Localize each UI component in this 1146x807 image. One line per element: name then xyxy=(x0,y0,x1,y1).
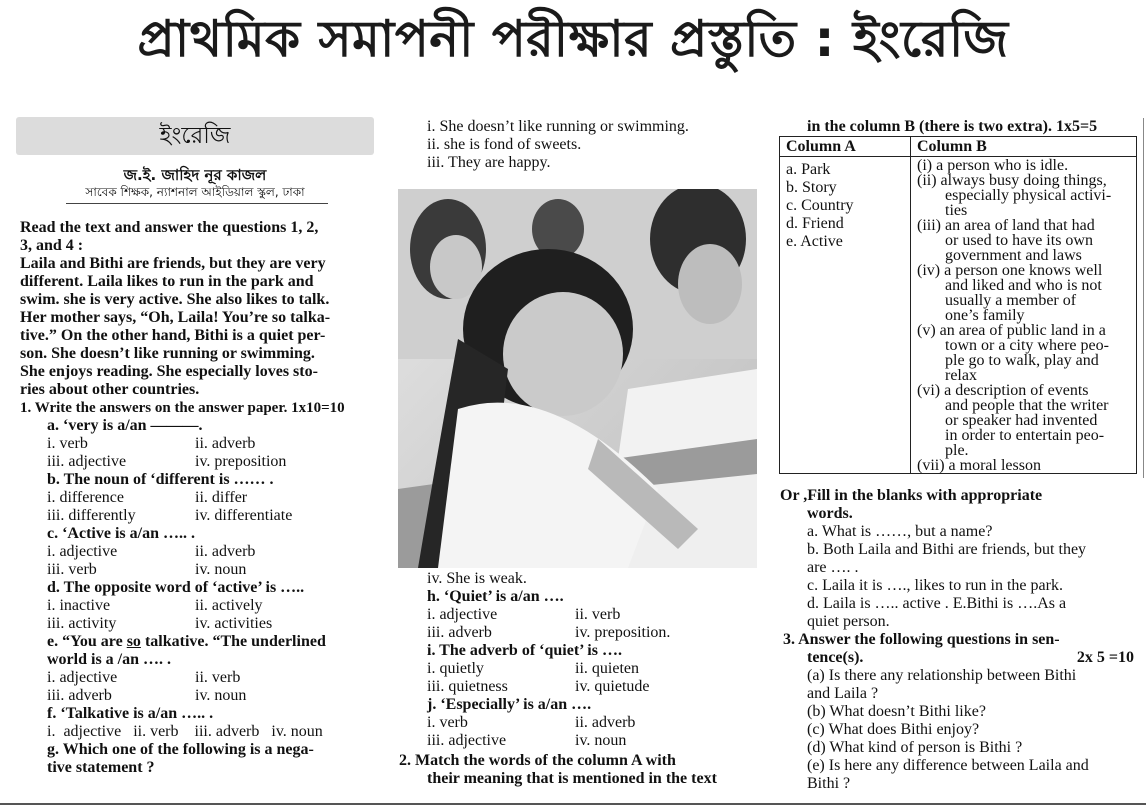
right-border xyxy=(1143,118,1144,478)
option: i. adjective xyxy=(427,606,498,623)
question-2-continued: in the column B (there is two extra). 1x5=5 xyxy=(807,118,1098,135)
options-row xyxy=(427,714,757,732)
question-h: h. ‘Quiet’ is a/an …. xyxy=(427,588,564,605)
question-3-item: (a) Is there any relationship between Bithi xyxy=(807,667,1077,684)
question-b: b. The noun of ‘different is …… . xyxy=(47,471,274,488)
question-3-heading: 3. Answer the following questions in sen- xyxy=(783,631,1060,648)
intro-line-2: 3, and 4 : xyxy=(20,237,84,254)
column-b-cell xyxy=(911,157,1137,474)
options-row xyxy=(427,660,757,678)
option: iii. adverb xyxy=(427,624,492,641)
options-row xyxy=(47,615,376,633)
question-3-label: tence(s). xyxy=(807,649,864,666)
passage-line: Her mother says, “Oh, Laila! You’re so talka- xyxy=(20,309,331,326)
option: ii. actively xyxy=(195,597,263,614)
options-row xyxy=(47,597,376,615)
fill-item: d. Laila is ….. active . E.Bithi is ….As a xyxy=(807,595,1067,612)
definition-line: in order to entertain peo- xyxy=(945,427,1105,444)
question-2 xyxy=(399,752,757,788)
definition-v xyxy=(917,323,1130,383)
definition-line: (v) an area of public land in a xyxy=(917,322,1106,339)
options-row xyxy=(47,453,376,471)
option: iv. differentiate xyxy=(195,507,293,524)
fill-item: b. Both Laila and Bithi are friends, but they xyxy=(807,541,1087,558)
definition-line: relax xyxy=(945,367,977,384)
list-item: e. Active xyxy=(786,233,843,250)
options-row: i. adjective ii. verb iii. adverb iv. noun xyxy=(47,723,323,740)
definition-line: especially physical activi- xyxy=(945,187,1112,204)
question-d: d. The opposite word of ‘active’ is ….. xyxy=(47,579,305,596)
list-item: a. Park xyxy=(786,161,831,178)
option: i. quietly xyxy=(427,660,484,677)
question-3-item: (b) What doesn’t Bithi like? xyxy=(807,703,986,720)
option: i. inactive xyxy=(47,597,111,614)
passage-line: tive.” On the other hand, Bithi is a quiet per- xyxy=(20,327,326,344)
intro-line-1: Read the text and answer the questions 1, 2, xyxy=(20,219,319,236)
option: i. difference xyxy=(47,489,124,506)
option: iv. quietude xyxy=(575,678,650,695)
definition-iii xyxy=(917,218,1130,263)
question-3-marks: 2x 5 =10 xyxy=(1076,649,1134,666)
question-e xyxy=(47,633,376,651)
student-writing-image xyxy=(398,189,757,568)
option: iv. activities xyxy=(195,615,273,632)
passage-line: swim. she is very active. She also likes to talk. xyxy=(20,291,330,308)
option: iii. differently xyxy=(47,507,136,524)
definition-line: usually a member of xyxy=(945,292,1077,309)
options-row xyxy=(47,489,376,507)
passage-line: Laila and Bithi are friends, but they are very xyxy=(20,255,326,272)
question-i: i. The adverb of ‘quiet’ is …. xyxy=(427,642,622,659)
question-3-item: Bithi ? xyxy=(807,775,851,792)
table-header-row xyxy=(780,137,1137,157)
question-e-text: talkative. “The underlined xyxy=(140,633,326,650)
passage-line: ries about other countries. xyxy=(20,381,200,398)
definition-line: ple. xyxy=(945,442,969,459)
fill-blanks-heading-2: words. xyxy=(807,505,853,522)
option: iv. noun xyxy=(575,732,627,749)
definition-line: (vii) a moral lesson xyxy=(917,457,1041,474)
options-row xyxy=(427,732,757,750)
definition-ii xyxy=(917,173,1130,218)
fill-item: are …. . xyxy=(807,559,859,576)
option: i. verb xyxy=(47,435,88,452)
options-row xyxy=(427,606,757,624)
options-row xyxy=(47,669,376,687)
column-a-cell xyxy=(780,157,911,474)
option: iii. adjective xyxy=(47,453,127,470)
definition-line: one’s family xyxy=(945,307,1025,324)
column-1 xyxy=(20,219,376,777)
option: ii. quieten xyxy=(575,660,639,677)
option: i. verb xyxy=(427,714,468,731)
definition-line: (vi) a description of events xyxy=(917,382,1089,399)
passage-line: different. Laila likes to run in the park and xyxy=(20,273,314,290)
question-e-line-2: world is a /an …. . xyxy=(47,651,172,668)
options-row xyxy=(47,687,376,705)
question-e-text: e. “You are xyxy=(47,633,127,650)
question-2-line-2: their meaning that is mentioned in the text xyxy=(427,770,717,787)
column-3-bottom xyxy=(780,487,1140,793)
column-a-header: Column A xyxy=(780,137,911,157)
definition-line: (iii) an area of land that had xyxy=(917,217,1095,234)
option: ii. verb xyxy=(195,669,241,686)
subject-header: ইংরেজি xyxy=(16,117,374,155)
question-2-line-1: 2. Match the words of the column A with xyxy=(399,752,676,769)
option: iii. adverb xyxy=(47,687,112,704)
question-1-heading: 1. Write the answers on the answer paper. 1x10=10 xyxy=(20,400,345,416)
option: iv. noun xyxy=(195,687,247,704)
options-row xyxy=(47,561,376,579)
option: iv. preposition. xyxy=(575,624,671,641)
match-table xyxy=(779,136,1137,474)
definition-vi xyxy=(917,383,1130,458)
definition-line: government and laws xyxy=(945,247,1082,264)
option: iii. adjective xyxy=(427,732,507,749)
question-3-item: (d) What kind of person is Bithi ? xyxy=(807,739,1023,756)
classroom-photo xyxy=(398,189,757,568)
definition-vii xyxy=(917,458,1130,473)
definition-line: ple go to walk, play and xyxy=(945,352,1099,369)
bottom-rule xyxy=(0,803,1146,805)
question-a: a. ‘very is a/an ———. xyxy=(47,417,203,434)
question-g: g. Which one of the following is a nega- xyxy=(47,741,314,758)
option: ii. adverb xyxy=(575,714,636,731)
column-2-top xyxy=(427,118,757,172)
option: iii. activity xyxy=(47,615,117,632)
definition-line: (i) a person who is idle. xyxy=(917,157,1069,174)
option: iv. preposition xyxy=(195,453,287,470)
option: i. adjective xyxy=(47,543,118,560)
question-c: c. ‘Active is a/an ….. . xyxy=(47,525,195,542)
option: iii. quietness xyxy=(427,678,508,695)
author-divider xyxy=(66,203,328,204)
page-title: প্রাথমিক সমাপনী পরীক্ষার প্রস্তুতি : ইংরেজি xyxy=(137,10,1009,68)
option: iii. verb xyxy=(47,561,97,578)
question-g-line-2: tive statement ? xyxy=(47,759,155,776)
question-3-item: (e) Is here any difference between Laila and xyxy=(807,757,1089,774)
question-f: f. ‘Talkative is a/an ….. . xyxy=(47,705,214,722)
definition-line: or speaker had invented xyxy=(945,412,1098,429)
option: i. adjective xyxy=(47,669,118,686)
list-item: c. Country xyxy=(786,197,854,214)
author-role: সাবেক শিক্ষক, ন্যাশনাল আইডিয়াল স্কুল, ঢাকা xyxy=(85,185,305,199)
fill-item: c. Laila it is …., likes to run in the park. xyxy=(807,577,1063,594)
option: ii. verb xyxy=(575,606,621,623)
option: iii. They are happy. xyxy=(427,154,551,171)
definition-line: ties xyxy=(945,202,968,219)
definition-line: or used to have its own xyxy=(945,232,1093,249)
options-row xyxy=(47,543,376,561)
option: i. She doesn’t like running or swimming. xyxy=(427,118,689,135)
options-row xyxy=(47,435,376,453)
definition-iv xyxy=(917,263,1130,323)
passage-line: son. She doesn’t like running or swimming. xyxy=(20,345,315,362)
column-2-bottom xyxy=(427,570,757,750)
definition-line: (iv) a person one knows well xyxy=(917,262,1103,279)
list-item: b. Story xyxy=(786,179,837,196)
column-b-header: Column B xyxy=(911,137,1137,157)
option: ii. adverb xyxy=(195,435,256,452)
definition-i xyxy=(917,158,1130,173)
underlined-word: so xyxy=(126,633,141,650)
options-row xyxy=(47,507,376,525)
question-3-heading-2 xyxy=(780,649,1134,667)
definition-line: and liked and who is not xyxy=(945,277,1102,294)
author-name: জ.ই. জাহিদ নূর কাজল xyxy=(123,166,267,184)
options-row xyxy=(427,678,757,696)
option: iv. noun xyxy=(195,561,247,578)
passage-line: She enjoys reading. She especially loves sto- xyxy=(20,363,318,380)
definition-line: (ii) always busy doing things, xyxy=(917,172,1107,189)
definition-line: town or a city where peo- xyxy=(945,337,1109,354)
option: ii. she is fond of sweets. xyxy=(427,136,582,153)
options-row xyxy=(427,624,757,642)
list-item: d. Friend xyxy=(786,215,844,232)
fill-item: quiet person. xyxy=(807,613,890,630)
option: iv. She is weak. xyxy=(427,570,527,587)
fill-blanks-heading: Or ,Fill in the blanks with appropriate xyxy=(780,487,1043,504)
question-3-item: and Laila ? xyxy=(807,685,879,702)
definition-line: and people that the writer xyxy=(945,397,1109,414)
fill-item: a. What is ……, but a name? xyxy=(807,523,993,540)
question-j: j. ‘Especially’ is a/an …. xyxy=(427,696,592,713)
option: ii. differ xyxy=(195,489,248,506)
question-3-item: (c) What does Bithi enjoy? xyxy=(807,721,980,738)
option: ii. adverb xyxy=(195,543,256,560)
table-row xyxy=(780,157,1137,474)
